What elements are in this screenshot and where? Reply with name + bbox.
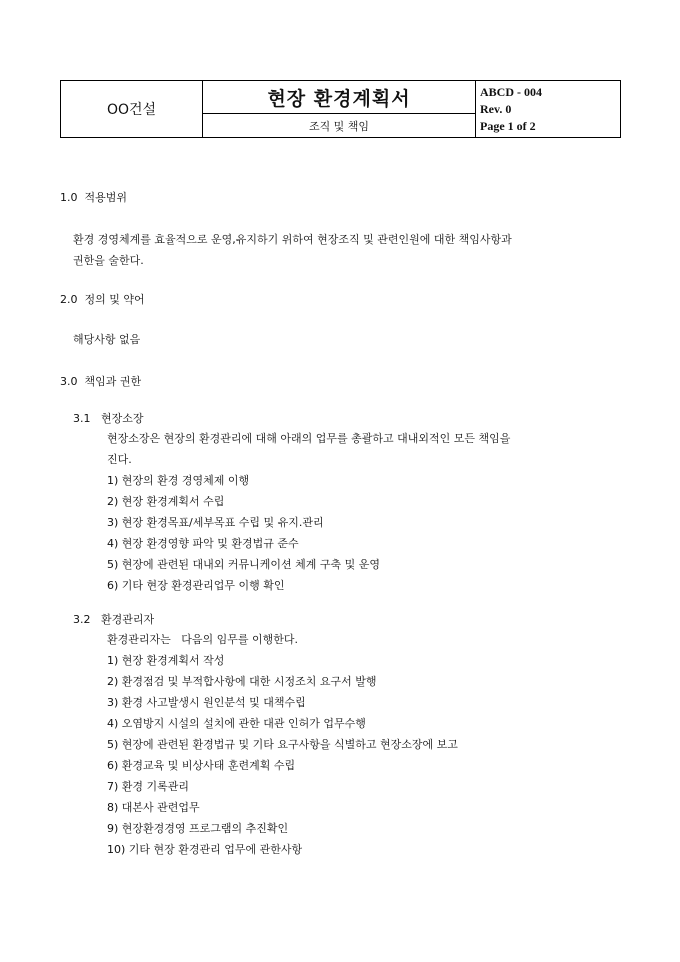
subsection-title: 환경관리자 — [101, 613, 155, 626]
list-item: 5) 현장에 관련된 환경법규 및 기타 요구사항을 식별하고 현장소장에 보고 — [107, 738, 458, 751]
subsection-3-2-body — [107, 629, 458, 860]
body-line: 진다. — [107, 453, 132, 466]
section-heading-1 — [60, 191, 127, 205]
subsection-heading-3-2 — [73, 613, 154, 627]
subsection-number: 3.2 — [73, 613, 91, 626]
document-title: 현장 환경계획서 — [203, 81, 476, 114]
list-item: 4) 오염방지 시설의 설치에 관한 대관 인허가 업무수행 — [107, 717, 366, 730]
list-item: 9) 현장환경경영 프로그램의 추진확인 — [107, 822, 289, 835]
section-heading-3 — [60, 375, 141, 389]
body-line: 권한을 술한다. — [73, 254, 144, 267]
list-item: 1) 현장의 환경 경영체제 이행 — [107, 474, 250, 487]
list-item: 2) 현장 환경계획서 수립 — [107, 495, 225, 508]
subsection-3-1-body — [107, 428, 510, 596]
body-line: 현장소장은 현장의 환경관리에 대해 아래의 업무를 총괄하고 대내외적인 모든 책임을 — [107, 432, 511, 445]
section-2-body: 해당사항 없음 — [73, 333, 141, 346]
section-number: 2.0 — [60, 293, 78, 306]
section-title: 적용범위 — [84, 191, 128, 204]
list-item: 6) 기타 현장 환경관리업무 이행 확인 — [107, 579, 285, 592]
page-indicator: Page 1 of 2 — [480, 118, 536, 133]
list-item: 2) 환경점검 및 부적합사항에 대한 시정조치 요구서 발행 — [107, 675, 377, 688]
list-item: 4) 현장 환경영향 파악 및 환경법규 준수 — [107, 537, 299, 550]
document-header-table — [60, 80, 621, 138]
section-number: 1.0 — [60, 191, 78, 204]
list-item: 3) 현장 환경목표/세부목표 수립 및 유지.관리 — [107, 516, 324, 529]
subsection-heading-3-1 — [73, 412, 144, 426]
section-heading-2 — [60, 293, 145, 307]
section-1-body — [73, 229, 512, 271]
list-item: 5) 현장에 관련된 대내외 커뮤니케이션 체계 구축 및 운영 — [107, 558, 381, 571]
document-meta — [476, 81, 621, 138]
list-item: 7) 환경 기록관리 — [107, 780, 190, 793]
section-title: 정의 및 약어 — [84, 293, 145, 306]
document-subtitle: 조직 및 책임 — [203, 114, 476, 138]
list-item: 1) 현장 환경계획서 작성 — [107, 654, 225, 667]
list-item: 3) 환경 사고발생시 원인분석 및 대책수립 — [107, 696, 306, 709]
company-name: OO건설 — [61, 81, 203, 138]
revision: Rev. 0 — [480, 101, 512, 116]
body-line: 환경관리자는 다음의 임무를 이행한다. — [107, 633, 298, 646]
section-number: 3.0 — [60, 375, 78, 388]
subsection-title: 현장소장 — [101, 412, 144, 425]
list-item: 8) 대본사 관련업무 — [107, 801, 200, 814]
section-title: 책임과 권한 — [84, 375, 142, 388]
list-item: 10) 기타 현장 환경관리 업무에 관한사항 — [107, 843, 303, 856]
doc-number: ABCD - 004 — [480, 84, 542, 99]
subsection-number: 3.1 — [73, 412, 91, 425]
body-line: 환경 경영체계를 효율적으로 운영,유지하기 위하여 현장조직 및 관련인원에 대한 책임사항과 — [73, 233, 512, 246]
list-item: 6) 환경교육 및 비상사태 훈련계획 수립 — [107, 759, 296, 772]
